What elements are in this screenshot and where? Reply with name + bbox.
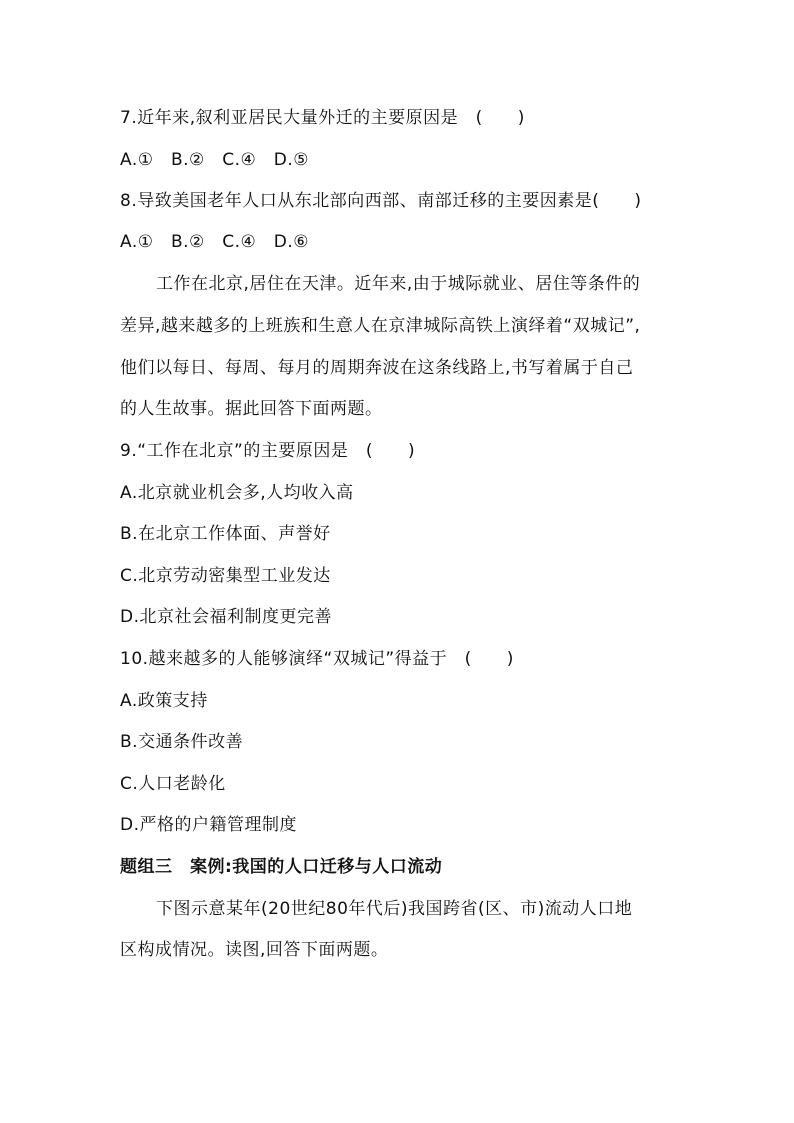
question-7-stem: 7.近年来,叙利亚居民大量外迁的主要原因是 ( ) (120, 108, 525, 128)
passage-1-line-4: 的人生故事。据此回答下面两题。 (120, 399, 383, 419)
question-10-stem: 10.越来越多的人能够演绎“双城记”得益于 ( ) (120, 649, 514, 669)
question-9-option-d: D.北京社会福利制度更完善 (120, 607, 332, 627)
question-10-option-b: B.交通条件改善 (120, 732, 244, 752)
passage-1-line-2: 差异,越来越多的上班族和生意人在京津城际高铁上演绎着“双城记”, (120, 316, 641, 336)
question-7-options: A.① B.② C.④ D.⑤ (120, 150, 310, 170)
question-9-option-b: B.在北京工作体面、声誉好 (120, 524, 331, 544)
section-3-heading: 题组三 案例:我国的人口迁移与人口流动 (120, 857, 443, 877)
question-9-stem: 9.“工作在北京”的主要原因是 ( ) (120, 441, 416, 461)
passage-1-line-3: 他们以每日、每周、每月的周期奔波在这条线路上,书写着属于自己 (120, 358, 634, 378)
passage-1-line-1: 工作在北京,居住在天津。近年来,由于城际就业、居住等条件的 (156, 274, 641, 294)
question-8-options: A.① B.② C.④ D.⑥ (120, 232, 310, 252)
question-10-option-a: A.政策支持 (120, 691, 208, 711)
question-10-option-d: D.严格的户籍管理制度 (120, 815, 297, 835)
section-3-passage-line-1: 下图示意某年(20世纪80年代后)我国跨省(区、市)流动人口地 (156, 899, 633, 919)
question-9-option-c: C.北京劳动密集型工业发达 (120, 566, 331, 586)
section-3-passage-line-2: 区构成情况。读图,回答下面两题。 (120, 940, 389, 960)
question-9-option-a: A.北京就业机会多,人均收入高 (120, 483, 354, 503)
question-10-option-c: C.人口老龄化 (120, 774, 226, 794)
question-8-stem: 8.导致美国老年人口从东北部向西部、南部迁移的主要因素是( ) (120, 191, 642, 211)
